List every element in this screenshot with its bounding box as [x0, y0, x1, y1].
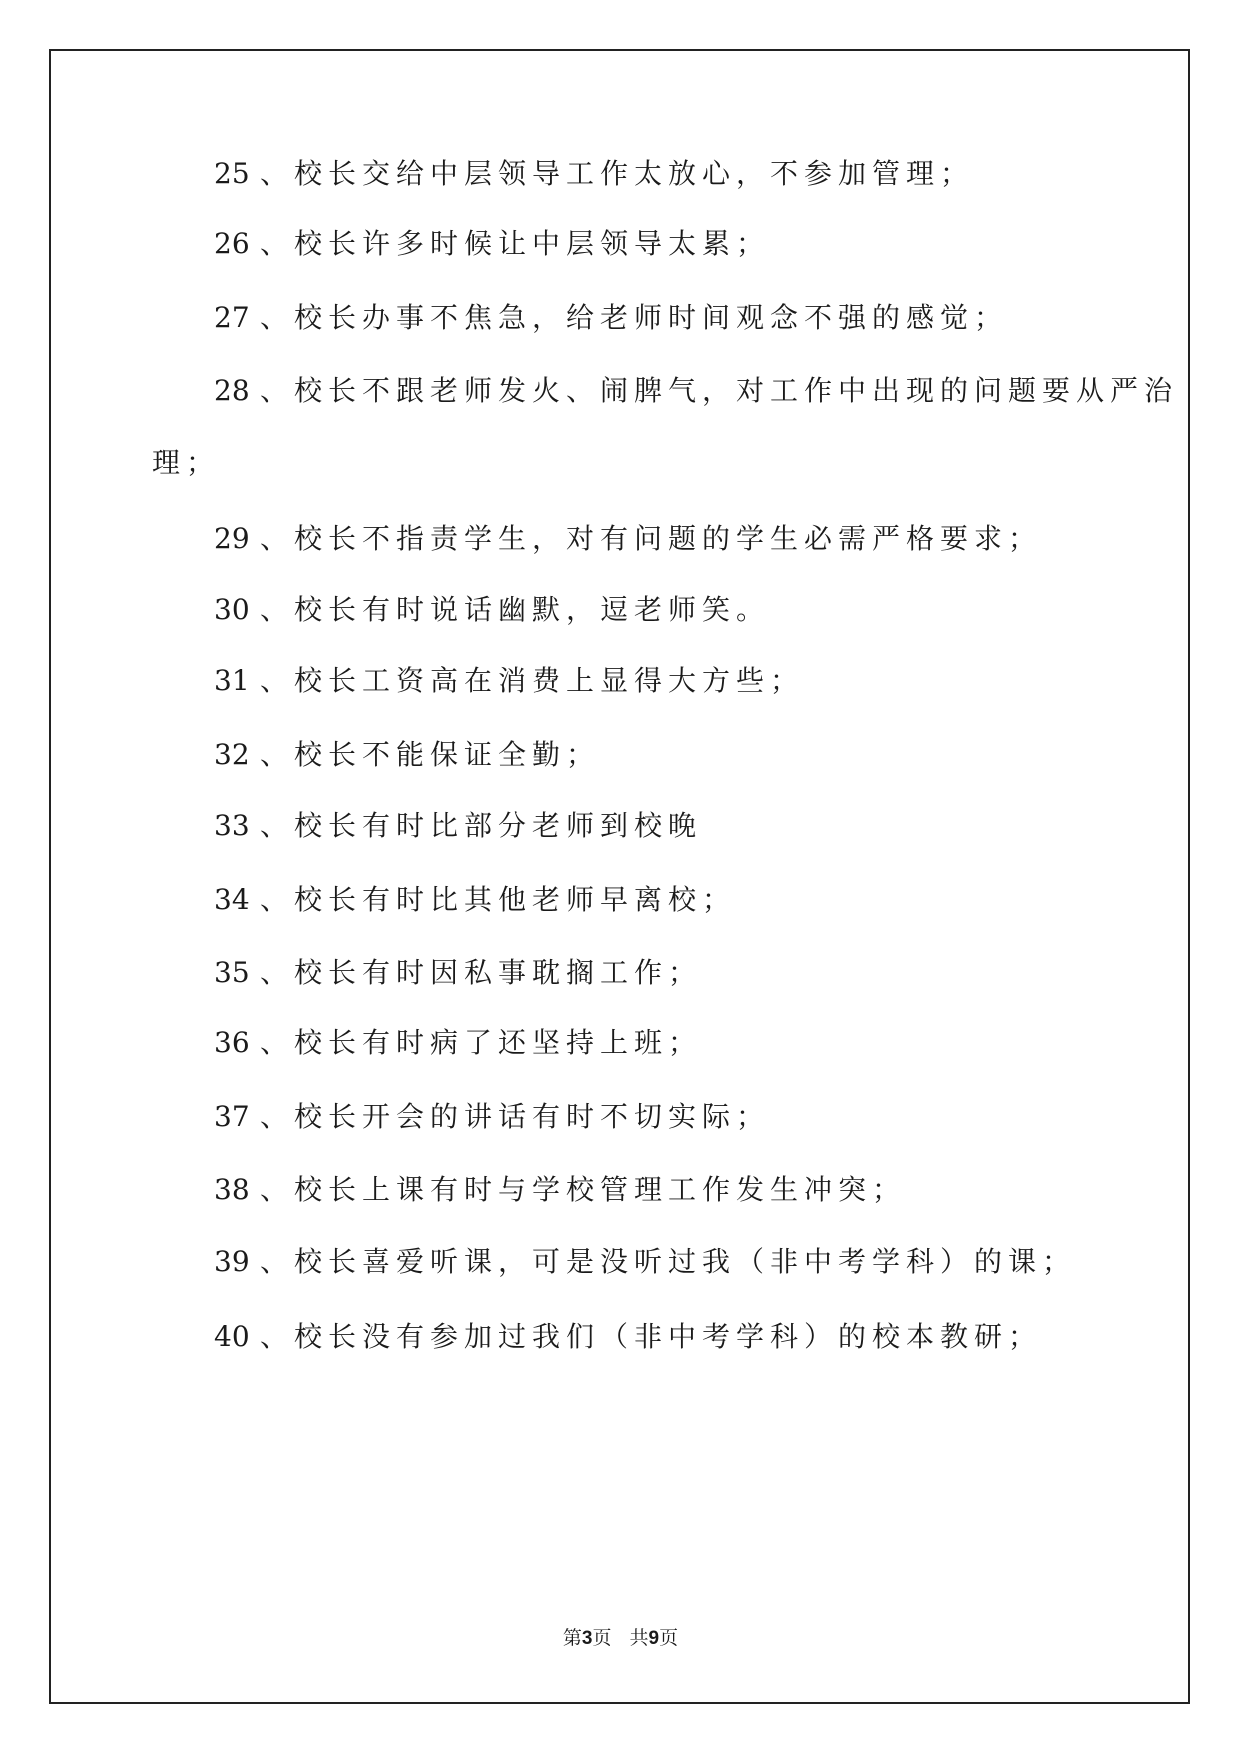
page-prefix: 第	[562, 1627, 582, 1649]
list-item	[214, 1173, 906, 1207]
item-text: 校长上课有时与学校管理工作发生冲突；	[294, 1173, 907, 1206]
total-pages-number: 9	[648, 1628, 660, 1649]
item-number: 35	[214, 956, 250, 989]
list-item	[214, 1245, 1076, 1279]
item-number: 38	[214, 1173, 250, 1206]
list-item	[214, 157, 974, 191]
item-number: 31	[214, 664, 250, 697]
item-text: 校长喜爱听课，可是没听过我（非中考学科）的课；	[294, 1245, 1077, 1278]
item-separator: 、	[260, 1026, 289, 1059]
item-text: 校长办事不焦急，给老师时间观念不强的感觉；	[294, 301, 1009, 334]
list-item	[214, 1100, 770, 1134]
item-separator: 、	[260, 956, 289, 989]
item-text: 校长许多时候让中层领导太累；	[294, 227, 771, 260]
item-separator: 、	[260, 374, 289, 407]
list-item	[214, 664, 804, 698]
list-item	[214, 522, 1042, 556]
item-text: 校长不跟老师发火、闹脾气，对工作中出现的问题要从严治	[294, 374, 1179, 407]
total-prefix: 共	[629, 1627, 649, 1649]
list-item	[214, 883, 736, 917]
item-number: 27	[214, 301, 250, 334]
item-number: 28	[214, 374, 250, 407]
item-separator: 、	[260, 301, 289, 334]
item-separator: 、	[260, 1100, 289, 1133]
item-separator: 、	[260, 593, 289, 626]
item-separator: 、	[260, 1320, 289, 1353]
page-footer	[0, 1626, 1241, 1651]
list-item	[214, 738, 600, 772]
item-number: 39	[214, 1245, 250, 1278]
item-separator: 、	[260, 1173, 289, 1206]
list-item	[214, 1320, 1042, 1354]
item-separator: 、	[260, 227, 289, 260]
current-page-number: 3	[581, 1628, 593, 1649]
item-number: 26	[214, 227, 250, 260]
item-number: 33	[214, 809, 250, 842]
list-item	[214, 593, 770, 627]
item-text: 校长不指责学生，对有问题的学生必需严格要求；	[294, 522, 1043, 555]
item-number: 36	[214, 1026, 250, 1059]
item-text: 校长开会的讲话有时不切实际；	[294, 1100, 771, 1133]
list-item	[214, 374, 1178, 408]
list-item	[214, 227, 770, 261]
item-number: 37	[214, 1100, 250, 1133]
item-number: 40	[214, 1320, 250, 1353]
item-text: 校长有时病了还坚持上班；	[294, 1026, 703, 1059]
item-number: 34	[214, 883, 250, 916]
item-number: 30	[214, 593, 250, 626]
item-text: 校长交给中层领导工作太放心，不参加管理；	[294, 157, 975, 190]
item-text: 校长不能保证全勤；	[294, 738, 601, 771]
item-text: 校长工资高在消费上显得大方些；	[294, 664, 805, 697]
item-separator: 、	[260, 809, 289, 842]
item-text: 校长有时因私事耽搁工作；	[294, 956, 703, 989]
item-separator: 、	[260, 157, 289, 190]
list-item	[214, 1026, 702, 1060]
item-separator: 、	[260, 1245, 289, 1278]
list-item	[214, 809, 702, 843]
page-suffix: 页	[592, 1627, 612, 1649]
item-text-continuation: 理；	[152, 446, 221, 479]
item-number: 25	[214, 157, 250, 190]
item-text: 校长没有参加过我们（非中考学科）的校本教研；	[294, 1320, 1043, 1353]
item-text: 校长有时说话幽默，逗老师笑。	[294, 593, 771, 626]
total-suffix: 页	[659, 1627, 679, 1649]
item-separator: 、	[260, 522, 289, 555]
item-separator: 、	[260, 664, 289, 697]
item-text: 校长有时比其他老师早离校；	[294, 883, 737, 916]
item-separator: 、	[260, 738, 289, 771]
item-number: 32	[214, 738, 250, 771]
list-item	[214, 956, 702, 990]
list-item	[214, 301, 1008, 335]
item-number: 29	[214, 522, 250, 555]
item-separator: 、	[260, 883, 289, 916]
item-text: 校长有时比部分老师到校晚	[294, 809, 703, 842]
